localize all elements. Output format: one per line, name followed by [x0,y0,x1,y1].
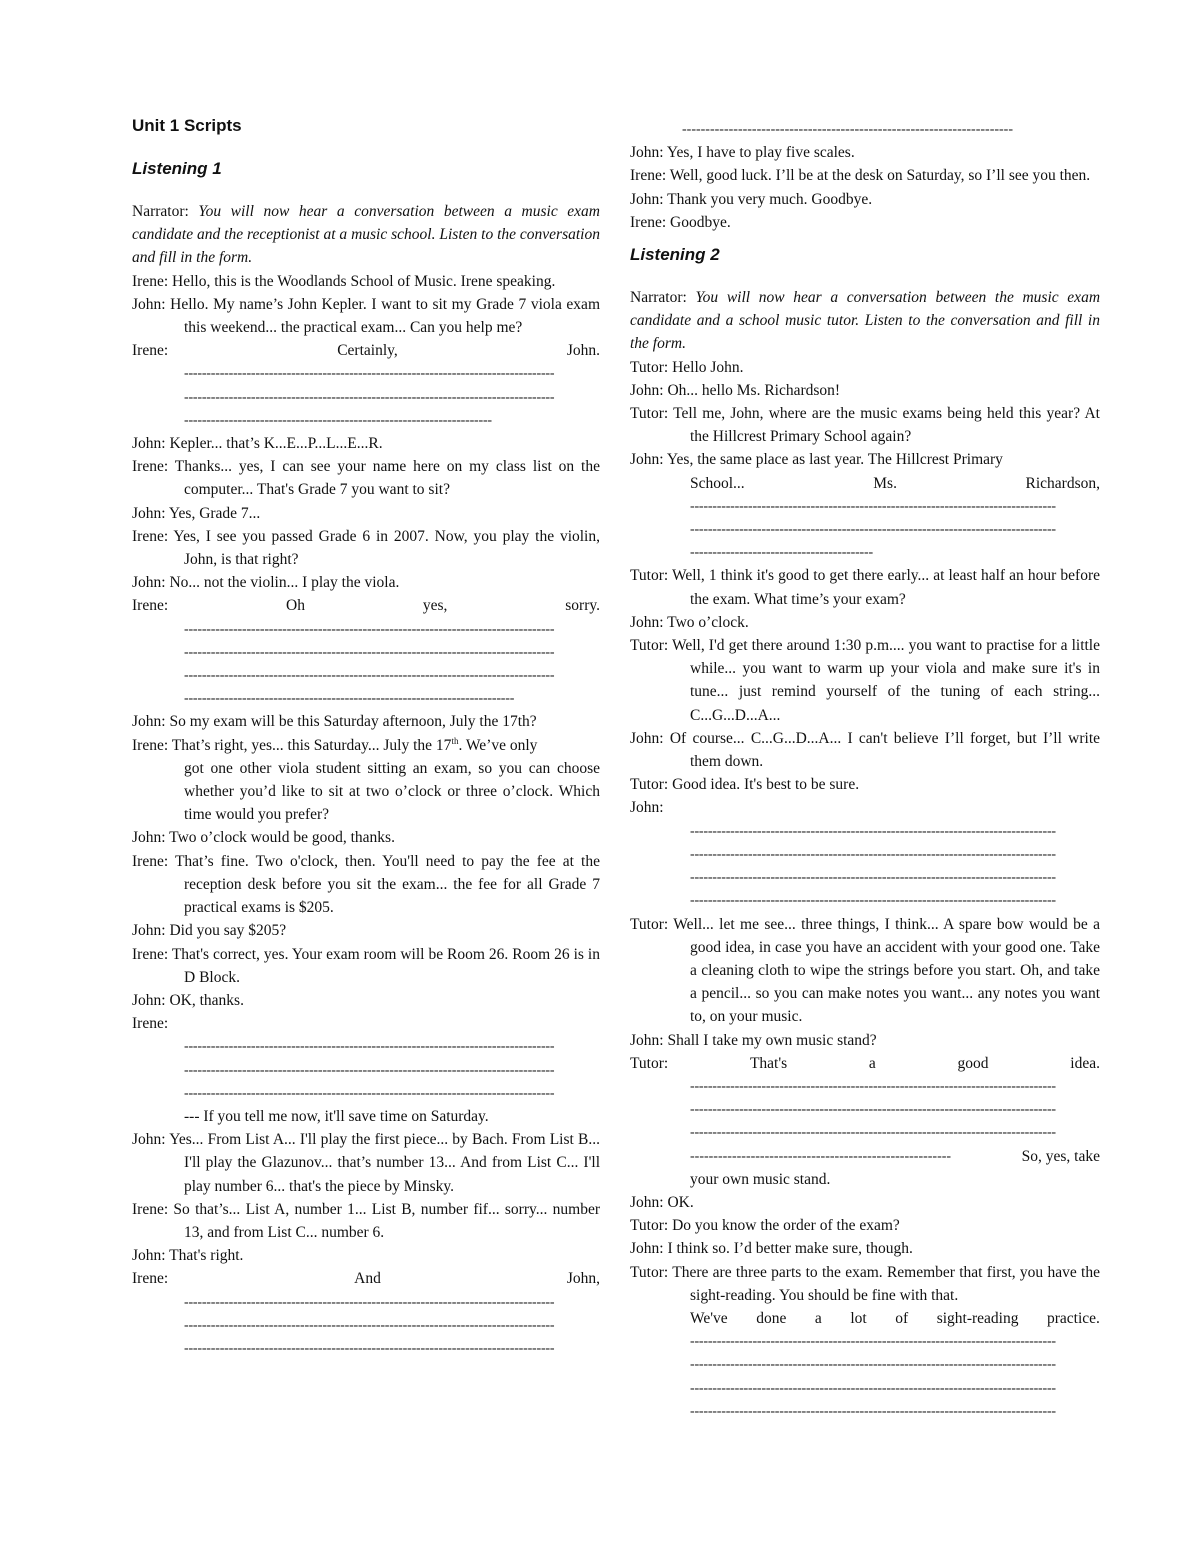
dialogue-line: Irene: Thanks... yes, I can see your name here on my class list on the computer... That's Grade 7 you want to sit? [132,458,600,499]
dialogue-line: John: That's right. [132,1247,244,1265]
dialogue-continuation: got one other viola student sitting an exam, so you can choose whether you’d like to sit at two o’clock or three o’clock. Which time would you prefer? [184,759,600,824]
dash-gap: ----------------------------------------------------------------------------------- [184,1294,555,1310]
dialogue-line: Irene: [132,1015,169,1033]
dash-gap: ----------------------------------------------------------------------- [682,122,1014,137]
dash-gap: ----------------------------------------------------------------------------------- [184,366,555,382]
dialogue-line: Tutor: That's a good idea. [630,1054,1100,1072]
dash-gap: ---------------------------------------------------------------------------------- [690,1403,1056,1419]
dialogue-line: Irene: So that’s... List A, number 1... List B, number fif... sorry... number 13, and from List C... number 6. [132,1200,600,1241]
listening-2-heading: Listening 2 [630,245,720,265]
dialogue-line: Irene: That’s right, yes... this Saturday... July the 17th. We’ve only [132,735,538,754]
dialogue-line: John: Of course... C...G...D...A... I can't believe I’ll forget, but I’ll write them down. [630,729,1100,771]
listening-1-heading: Listening 1 [132,159,222,178]
dialogue-line: Irene: Well, good luck. I’ll be at the desk on Saturday, so I’ll see you then. [630,167,1091,185]
dialogue-line: John: Yes, the same place as last year. The Hillcrest Primary [630,451,1003,469]
dialogue-continuation: We've done a lot of sight-reading practice. [690,1309,1100,1327]
dash-gap: ----------------------------------------------------------------------------------- [184,644,555,660]
page-title: Unit 1 Scripts [132,116,242,135]
dialogue-line: John: [630,799,664,817]
dash-gap: ---------------------------------------------------------------------------------- [690,823,1056,839]
dialogue-line: Tutor: Do you know the order of the exam? [630,1217,900,1235]
dash-gap: ---------------------------------------------------------------------------------- [690,1102,1056,1118]
dialogue-continuation: your own music stand. [690,1170,831,1188]
left-column [132,112,600,1360]
right-column [630,118,1100,1423]
dash-gap: ---------------------------------------------------------------------------------- [690,1125,1056,1141]
dash-gap: ---------------------------------------------------------------------------------- [690,846,1056,862]
dash-gap: ----------------------------------------------------------------------------------- [184,389,555,405]
dash-gap: ---------------------------------------------------------------------------------- [690,498,1056,514]
dialogue-line: John: Thank you very much. Goodbye. [630,190,873,208]
dialogue-line: Tutor: There are three parts to the exam. Remember that first, you have the sight-reading. You should be fine with that. [630,1263,1100,1304]
dash-gap: -------------------------------------------------------------------------- [184,691,515,707]
dialogue-line: John: I think so. I’d better make sure, though. [630,1240,913,1258]
dialogue-line: John: OK. [630,1193,694,1211]
dialogue-line: Irene: Oh yes, sorry. [132,597,600,615]
dash-gap: ---------------------------------------------------------------------------------- [690,1334,1056,1350]
dialogue-line: John: No... not the violin... I play the viola. [132,574,400,592]
dash-gap: ---------------------------------------------------------------------------------- [690,1357,1056,1373]
dialogue-line: Irene: Certainly, John. [132,342,600,360]
dialogue-line: John: Oh... hello Ms. Richardson! [630,381,841,399]
dialogue-line: John: Did you say $205? [132,922,287,940]
dialogue-line: Tutor: Well, 1 think it's good to get there early... at least half an hour before the exam. What time’s your exam? [630,567,1100,608]
dialogue-continuation: School... Ms. Richardson, [690,474,1100,492]
dash-gap: ---------------------------------------------------------------------------------- [690,893,1056,909]
dash-gap: --------------------------------------------------------------------- [184,412,492,428]
narrator-line-1: Narrator: You will now hear a conversation between a music exam candidate and the receptionist at a music school. Listen to the conversation and fill in the form. [132,203,600,267]
dash-gap: ---------------------------------------------------------------------------------- [690,1078,1056,1094]
dash-gap: ---------------------------------------------------------------------------------- [690,1380,1056,1396]
dialogue-line: Irene: That's correct, yes. Your exam room will be Room 26. Room 26 is in D Block. [132,945,600,986]
dash-gap: ----------------------------------------------------------------------------------- [184,621,555,637]
dialogue-line: John: Hello. My name’s John Kepler. I want to sit my Grade 7 viola exam this weekend... the practical exam... Can you help me? [132,295,600,337]
dash-gap: ---------------------------------------------------------------------------------- [690,522,1056,538]
dialogue-line: Tutor: Hello John. [630,358,744,376]
dash-gap: ----------------------------------------------------------------------------------- [184,1317,555,1333]
narrator-line-2: Narrator: You will now hear a conversation between the music exam candidate and a school music tutor. Listen to the conversation and fill in the form. [630,289,1101,353]
dialogue-line: John: OK, thanks. [132,991,244,1009]
dialogue-line: Tutor: Well... let me see... three things, I think... A spare bow would be a good idea, in case you have an accident with your good one. Take a cleaning cloth to wipe the strings before you start. Oh, and take a pencil... so you can make notes you want... any notes you want to, on your music. [630,915,1100,1026]
dialogue-line: Irene: That’s fine. Two o'clock, then. You'll need to pay the fee at the reception desk before you sit the exam... the fee for all Grade 7 practical exams is $205. [132,852,600,917]
dialogue-line: John: Two o’clock would be good, thanks. [132,829,395,847]
dash-gap: ----------------------------------------------------------------------------------- [184,1085,555,1101]
dash-gap: ---------------------------------------------------------------------------------- [690,870,1056,886]
dialogue-line: Tutor: Tell me, John, where are the music exams being held this year? At the Hillcrest Primary School again? [630,405,1100,446]
dialogue-line: Irene: Goodbye. [630,213,731,231]
dialogue-line: Tutor: Good idea. It's best to be sure. [630,776,860,794]
dialogue-line: Irene: Hello, this is the Woodlands School of Music. Irene speaking. [132,272,556,290]
dash-gap: ----------------------------------------------------------------------------------- [184,1039,555,1055]
dialogue-line: Tutor: Well, I'd get there around 1:30 p.m.... you want to practise for a little while... you want to warm up your viola and make sure it's in tune... just remind yourself of the tuning of each string... C...G...D...A... [630,637,1100,724]
dash-gap: ----------------------------------------------------------------------------------- [184,1340,555,1356]
dash-gap: ----------------------------------------------------------------------------------- [184,1062,555,1078]
dialogue-line: Irene: And John, [132,1270,600,1288]
dash-gap: ----------------------------------------- [690,545,873,561]
dialogue-line: John: So my exam will be this Saturday afternoon, July the 17th? [132,713,537,731]
dialogue-line: John: Kepler... that’s K...E...P...L...E...R. [132,435,383,453]
dialogue-line: John: Two o’clock. [630,613,749,631]
dialogue-line: John: Yes, Grade 7... [132,504,261,522]
dialogue-continuation: -------------------------------------------------------- So, yes, take [690,1147,1100,1165]
dialogue-line: John: Yes... From List A... I'll play the first piece... by Bach. From List B... I'll play the Glazunov... that’s number 13... And from List C... I'll play number 6... that's the piece by Minsky. [132,1131,600,1195]
dialogue-continuation: --- If you tell me now, it'll save time on Saturday. [184,1107,489,1125]
dash-gap: ----------------------------------------------------------------------------------- [184,668,555,684]
dialogue-line: John: Shall I take my own music stand? [630,1031,877,1049]
dialogue-line: John: Yes, I have to play five scales. [630,144,855,162]
dialogue-line: Irene: Yes, I see you passed Grade 6 in 2007. Now, you play the violin, John, is that right? [132,527,600,569]
